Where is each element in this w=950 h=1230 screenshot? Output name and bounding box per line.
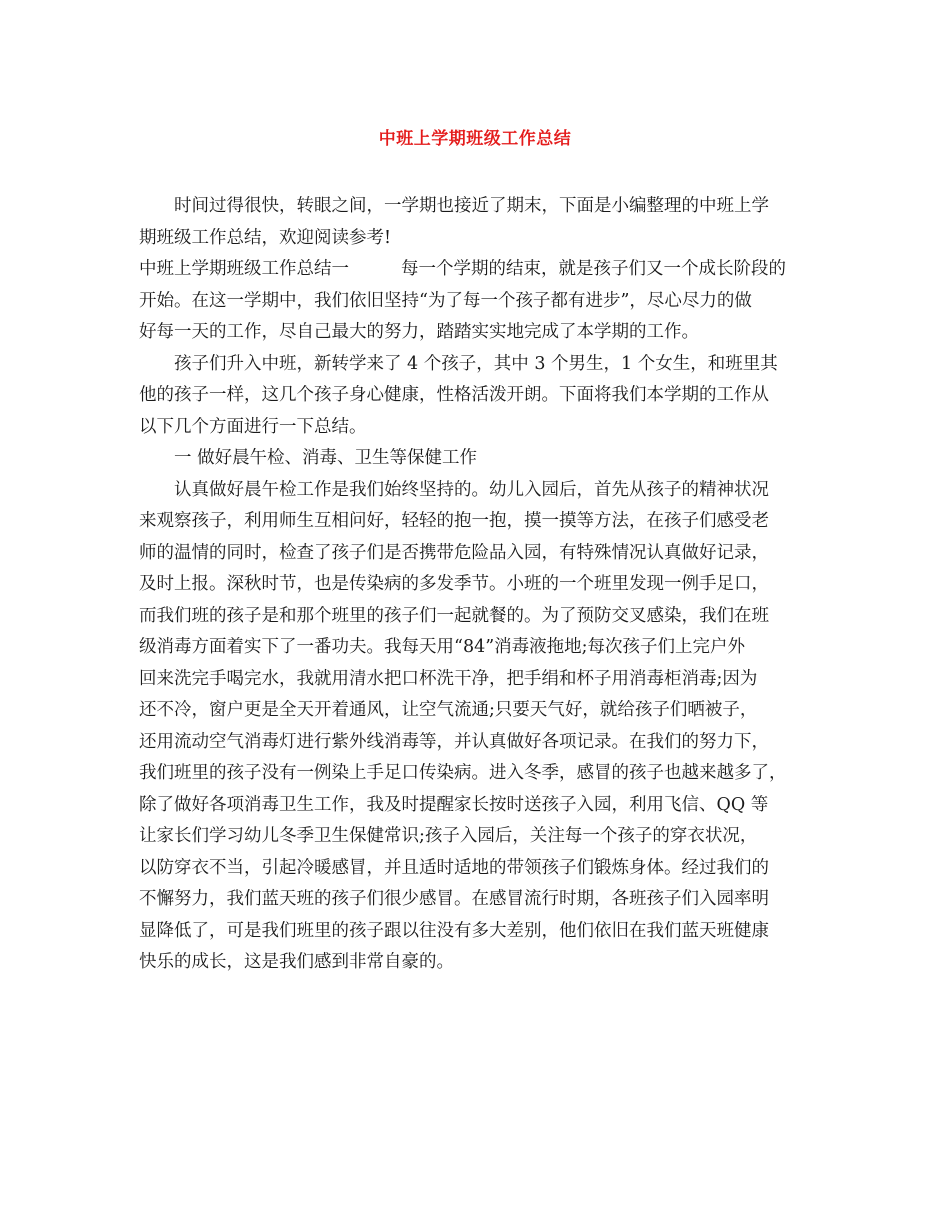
line-text: 还用流动空气消毒灯进行紫外线消毒等，并认真做好各项记录。在我们的努力下，: [139, 731, 769, 752]
text-line: [139, 412, 839, 444]
line-text: 让家长们学习幼儿冬季卫生保健常识;孩子入园后，关注每一个孩子的穿衣状况，: [139, 826, 758, 846]
line-text: 而我们班的孩子是和那个班里的孩子们一起就餐的。为了预防交叉感染，我们在班: [139, 605, 769, 626]
text-line: [139, 884, 839, 916]
line-text: 师的温情的同时，检查了孩子们是否携带危险品入园，有特殊情况认真做好记录，: [139, 542, 769, 563]
line-text: 期班级工作总结，欢迎阅读参考!: [139, 227, 392, 248]
line-text: 时间过得很快，转眼之间，一学期也接近了期末，下面是小编整理的中班上学: [174, 196, 769, 216]
text-line: [139, 443, 839, 475]
text-line: [139, 695, 839, 727]
text-line: [139, 664, 839, 696]
text-line: [139, 947, 839, 979]
line-text: 孩子们升入中班，新转学来了 4 个孩子，其中 3 个男生，1 个女生，和班里其: [174, 353, 778, 374]
line-text: 以防穿衣不当，引起冷暖感冒，并且适时适地的带领孩子们锻炼身体。经过我们的: [139, 857, 769, 878]
text-line: [139, 223, 839, 255]
text-line: [139, 191, 839, 223]
text-line: [139, 475, 839, 507]
line-text: 回来洗完手喝完水，我就用清水把口杯洗干净，把手绢和杯子用消毒柜消毒;因为: [139, 668, 758, 689]
line-text: 开始。在这一学期中，我们依旧坚持“为了每一个孩子都有进步”，尽心尽力的做: [139, 290, 752, 311]
text-line: [139, 758, 839, 790]
text-line: [139, 317, 839, 349]
text-line: [139, 632, 839, 664]
line-text: 显降低了，可是我们班里的孩子跟以往没有多大差别，他们依旧在我们蓝天班健康: [139, 920, 769, 941]
text-line: [139, 601, 839, 633]
line-text: 我们班里的孩子没有一例染上手足口传染病。进入冬季，感冒的孩子也越来越多了，: [139, 763, 787, 783]
text-line: [139, 916, 839, 948]
subsection-heading: 一 做好晨午检、消毒、卫生等保健工作: [174, 448, 478, 468]
document-title: 中班上学期班级工作总结: [378, 129, 572, 149]
text-line: [139, 538, 839, 570]
line-text: 不懈努力，我们蓝天班的孩子们很少感冒。在感冒流行时期，各班孩子们入园率明: [139, 889, 769, 909]
line-text: 认真做好晨午检工作是我们始终坚持的。幼儿入园后，首先从孩子的精神状况: [174, 479, 769, 500]
text-line: [139, 380, 839, 412]
text-line: [139, 790, 839, 822]
line-text: 还不冷，窗户更是全天开着通风，让空气流通;只要天气好，就给孩子们晒被子，: [139, 700, 758, 720]
line-text: 好每一天的工作，尽自己最大的努力，踏踏实实地完成了本学期的工作。: [139, 322, 699, 342]
text-line: [139, 286, 839, 318]
line-text: 除了做好各项消毒卫生工作，我及时提醒家长按时送孩子入园，利用飞信、QQ 等: [139, 794, 769, 815]
line-text: 他的孩子一样，这几个孩子身心健康，性格活泼开朗。下面将我们本学期的工作从: [139, 385, 769, 405]
text-line: [139, 506, 839, 538]
text-line: [139, 254, 839, 286]
text-line: [139, 349, 839, 381]
line-text: 来观察孩子，利用师生互相问好，轻轻的抱一抱，摸一摸等方法，在孩子们感受老: [139, 511, 769, 531]
line-text: 及时上报。深秋时节，也是传染病的多发季节。小班的一个班里发现一例手足口，: [139, 574, 769, 594]
text-line: [139, 821, 839, 853]
line-text: 以下几个方面进行一下总结。: [139, 416, 367, 437]
text-line: [139, 853, 839, 885]
text-line: [139, 727, 839, 759]
line-text: 快乐的成长，这是我们感到非常自豪的。: [139, 952, 454, 972]
line-text: 级消毒方面着实下了一番功夫。我每天用“84”消毒液拖地;每次孩子们上完户外: [139, 637, 746, 657]
document-body: [139, 191, 839, 979]
line-text: 每一个学期的结束，就是孩子们又一个成长阶段的: [401, 259, 786, 279]
section-heading: 中班上学期班级工作总结一: [139, 259, 349, 279]
text-line: [139, 569, 839, 601]
